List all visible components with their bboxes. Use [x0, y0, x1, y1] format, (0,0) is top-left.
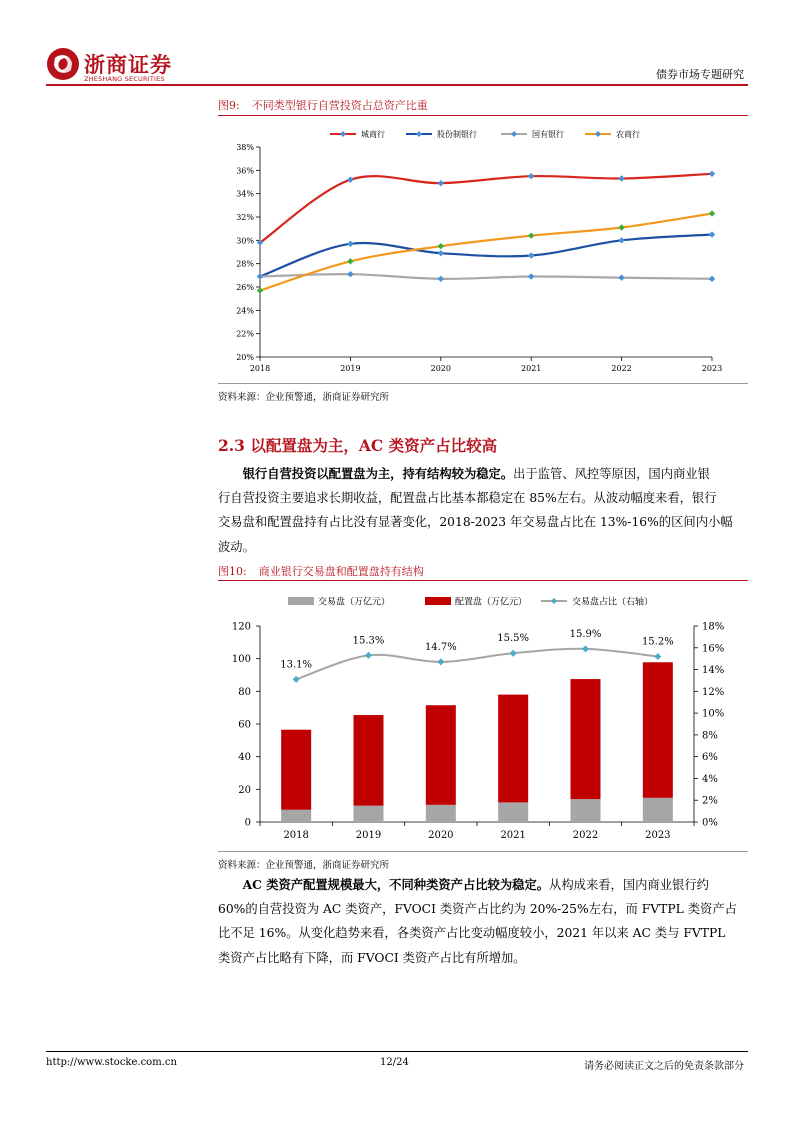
figure9-y-tick-label: 26%: [236, 283, 254, 292]
figure9-series-line: [260, 174, 712, 243]
figure9-data-point: [528, 273, 534, 279]
figure10-ratio-label: 15.2%: [641, 636, 674, 648]
figure9-bottom-rule: [218, 383, 748, 384]
figure10-legend-label: 交易盘（万亿元）: [318, 597, 391, 608]
paragraph-2-line-3: 比不足 16%。从变化趋势来看，各类资产占比变动幅度较小，2021 年以来 AC 类与 FVTPL: [218, 926, 726, 941]
paragraph-2-line-4: 类资产占比略有下降，而 FVOCI 类资产占比有所增加。: [218, 950, 526, 965]
logo-chinese-name: 浙商证券: [84, 53, 172, 77]
figure9-line-chart: [218, 118, 748, 380]
figure10-legend-label: 配置盘（万亿元）: [455, 597, 528, 608]
figure10-right-tick-label: 0%: [702, 817, 718, 829]
figure10-left-tick-label: 0: [244, 817, 251, 829]
figure10-right-tick-label: 14%: [702, 665, 725, 677]
figure10-right-tick-label: 12%: [702, 686, 725, 698]
paragraph-2-line-1: AC 类资产配置规模最大，不同种类资产占比较为稳定。从构成来看，国内商业银行约: [242, 877, 709, 892]
figure10-trading-bar: [426, 805, 456, 822]
paragraph-1-line-2: 行自营投资主要追求长期收益，配置盘占比基本都稳定在 85%左右。从波动幅度来看，银行: [218, 491, 717, 506]
figure9-data-point: [438, 276, 444, 282]
figure10-number: 图10:: [218, 565, 247, 578]
figure10-x-tick-label: 2018: [283, 830, 309, 841]
figure9-data-point: [528, 173, 534, 179]
figure9-data-point: [257, 273, 263, 279]
footer-disclaimer: 请务必阅读正文之后的免责条款部分: [584, 1061, 744, 1072]
figure10-ratio-point: [293, 676, 300, 683]
figure10-right-tick-label: 10%: [702, 708, 725, 720]
figure10-ratio-point: [437, 658, 444, 665]
figure9-x-tick-label: 2019: [340, 364, 361, 373]
figure10-ratio-line: [296, 649, 658, 680]
figure10-left-tick-label: 80: [238, 686, 251, 698]
figure10-ratio-label: 15.9%: [569, 628, 602, 640]
figure9-legend-marker-icon: [511, 131, 517, 137]
figure9-x-tick-label: 2023: [701, 364, 723, 373]
figure9-y-tick-label: 24%: [236, 306, 254, 316]
figure9-y-tick-label: 38%: [236, 143, 254, 152]
figure9-data-point: [618, 274, 624, 280]
figure9-legend-label: 国有银行: [532, 130, 564, 139]
logo-english-name: ZHESHANG SECURITIES: [84, 75, 165, 83]
figure9-legend-marker-icon: [595, 131, 601, 137]
figure9-caption: 不同类型银行自营投资占总资产比重: [251, 99, 428, 112]
figure10-right-tick-label: 2%: [702, 795, 718, 807]
figure9-data-point: [347, 258, 353, 264]
figure10-ratio-label: 13.1%: [280, 659, 313, 671]
figure9-source: 资料来源：企业预警通，浙商证券研究所: [218, 392, 390, 403]
figure10-right-tick-label: 18%: [702, 621, 725, 633]
figure10-right-tick-label: 4%: [702, 773, 718, 785]
figure9-number: 图9:: [218, 99, 240, 112]
figure10-ratio-point: [582, 645, 589, 652]
figure9-data-point: [438, 243, 444, 249]
section-heading: 2.3 以配置盘为主，AC 类资产占比较高: [218, 436, 498, 455]
figure9-data-point: [618, 237, 624, 243]
figure9-data-point: [528, 232, 534, 238]
figure9-data-point: [709, 276, 715, 282]
figure10-trading-bar: [281, 810, 311, 822]
figure10-right-tick-label: 8%: [702, 730, 718, 742]
figure10-legend-swatch: [288, 597, 314, 605]
figure10-ratio-label: 15.5%: [497, 633, 530, 645]
figure10-x-tick-label: 2023: [645, 830, 671, 841]
figure10-ratio-label: 15.3%: [352, 635, 385, 647]
figure9-x-tick-label: 2020: [430, 364, 451, 373]
figure9-legend-label: 股份制银行: [437, 130, 477, 139]
figure9-legend-label: 农商行: [616, 130, 640, 139]
figure10-caption: 商业银行交易盘和配置盘持有结构: [258, 565, 424, 578]
figure10-legend-label: 交易盘占比（右轴）: [572, 597, 654, 608]
figure9-data-point: [347, 271, 353, 277]
paragraph-1: [218, 462, 748, 559]
figure10-x-tick-label: 2019: [355, 830, 382, 841]
page-number: 12/24: [380, 1057, 409, 1068]
figure9-data-point: [347, 176, 353, 182]
footer-website-link[interactable]: http://www.stocke.com.cn: [46, 1057, 177, 1068]
figure10-allocation-bar: [498, 695, 528, 803]
figure10-trading-bar: [498, 802, 528, 822]
figure9-y-tick-label: 30%: [236, 236, 254, 246]
figure9-data-point: [438, 250, 444, 256]
figure10-top-rule: [218, 580, 748, 581]
figure9-legend-label: 城商行: [361, 130, 385, 139]
figure10-ratio-point: [510, 650, 517, 657]
figure9-data-point: [618, 224, 624, 230]
figure10-left-tick-label: 100: [231, 654, 251, 666]
figure9-y-tick-label: 22%: [236, 329, 254, 339]
paragraph-2: [218, 873, 748, 970]
header-divider: [46, 84, 748, 86]
figure9-data-point: [528, 252, 534, 258]
footer-divider: [46, 1051, 748, 1052]
figure10-left-tick-label: 120: [231, 621, 251, 633]
figure9-data-point: [709, 231, 715, 237]
figure10-source: 资料来源：企业预警通，浙商证券研究所: [218, 860, 390, 871]
figure9-x-tick-label: 2021: [521, 364, 542, 373]
figure9-y-tick-label: 32%: [236, 213, 254, 222]
figure9-data-point: [347, 241, 353, 247]
figure9-legend-marker-icon: [416, 131, 422, 137]
figure10-ratio-point: [654, 653, 661, 660]
paragraph-1-line-3: 交易盘和配置盘持有占比没有显著变化，2018-2023 年交易盘占比在 13%-16%的区间内小幅: [218, 515, 733, 530]
figure9-title: [218, 97, 428, 113]
figure10-allocation-bar: [426, 705, 456, 805]
figure10-allocation-bar: [571, 679, 601, 799]
figure10-bottom-rule: [218, 851, 748, 852]
figure10-x-tick-label: 2020: [428, 830, 454, 841]
report-type: 债券市场专题研究: [656, 68, 744, 81]
figure9-top-rule: [218, 115, 748, 116]
paragraph-2-line-2: 60%的自营投资为 AC 类资产，FVOCI 类资产占比约为 20%-25%左右，而 FVTPL 类资产占: [218, 902, 737, 917]
figure9-series-line: [260, 274, 712, 279]
figure10-x-tick-label: 2021: [500, 830, 526, 841]
figure10-left-tick-label: 60: [238, 719, 251, 731]
figure9-y-tick-label: 34%: [236, 189, 254, 199]
figure10-allocation-bar: [281, 730, 311, 810]
figure9-legend-marker-icon: [340, 131, 346, 137]
figure10-trading-bar: [354, 806, 384, 822]
figure10-right-tick-label: 16%: [702, 643, 725, 655]
figure9-y-tick-label: 20%: [236, 353, 254, 362]
paragraph-2-lead: AC 类资产配置规模最大，不同种类资产占比较为稳定。: [242, 877, 550, 892]
figure10-title: [218, 563, 424, 579]
figure9-data-point: [438, 180, 444, 186]
figure10-trading-bar: [643, 798, 673, 822]
paragraph-1-line-1: 银行自营投资以配置盘为主，持有结构较为稳定。出于监管、风控等原因，国内商业银: [242, 466, 710, 481]
figure10-allocation-bar: [643, 662, 673, 798]
figure9-data-point: [709, 171, 715, 177]
figure10-bar-line-chart: [218, 584, 748, 846]
figure10-right-tick-label: 6%: [702, 752, 718, 764]
figure10-ratio-point: [365, 652, 372, 659]
figure10-legend-swatch: [425, 597, 451, 605]
figure10-x-tick-label: 2022: [572, 830, 599, 841]
figure9-data-point: [618, 175, 624, 181]
logo-mark-icon: [46, 47, 80, 81]
figure10-ratio-label: 14.7%: [424, 641, 457, 653]
paragraph-1-lead: 银行自营投资以配置盘为主，持有结构较为稳定。: [242, 466, 514, 481]
figure10-legend-marker-icon: [551, 598, 557, 604]
figure10-left-tick-label: 20: [238, 784, 251, 796]
figure10-left-tick-label: 40: [238, 752, 251, 764]
figure9-x-tick-label: 2022: [611, 364, 632, 373]
figure9-data-point: [257, 287, 263, 293]
figure10-trading-bar: [571, 799, 601, 822]
company-logo: [46, 47, 181, 87]
paragraph-1-line-4: 波动。: [218, 539, 255, 554]
figure9-y-tick-label: 28%: [236, 259, 254, 269]
figure9-data-point: [709, 210, 715, 216]
figure10-allocation-bar: [354, 715, 384, 806]
figure9-y-tick-label: 36%: [236, 166, 254, 176]
figure9-x-tick-label: 2018: [249, 364, 271, 373]
